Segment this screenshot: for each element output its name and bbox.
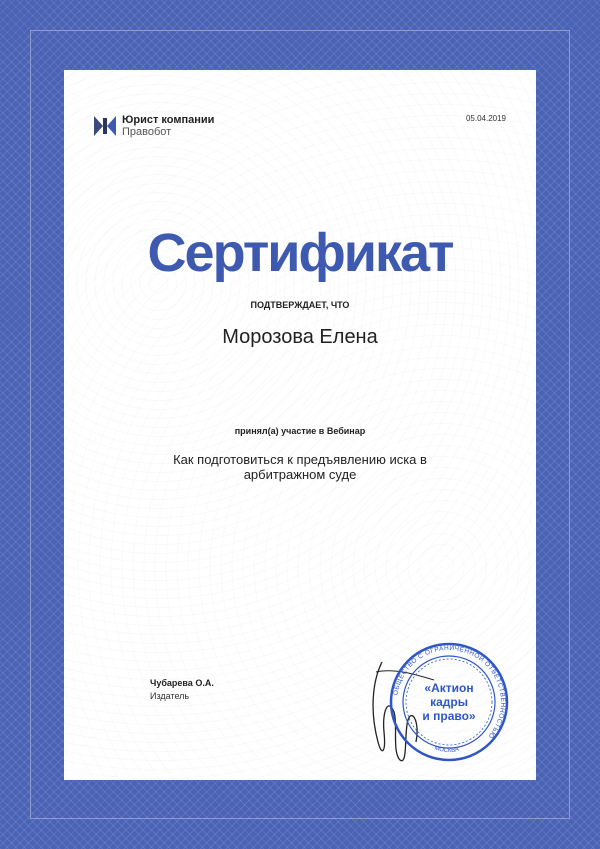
- logo-subtitle: Правобот: [122, 126, 172, 138]
- signatory-name: Чубарева О.А.: [150, 678, 214, 688]
- logo-text: [122, 114, 214, 138]
- recipient-name: Морозова Елена: [222, 326, 378, 348]
- stamp-city-text: МОСКВА: [433, 745, 460, 755]
- stamp-center-line2: кадры: [430, 695, 468, 709]
- certificate-paper: [64, 70, 536, 780]
- company-stamp: [364, 602, 514, 772]
- logo-title: Юрист компании: [122, 114, 215, 126]
- stamp-ring-text: ОБЩЕСТВО С ОГРАНИЧЕННОЙ ОТВЕТСТВЕННОСТЬЮ: [392, 644, 507, 740]
- stamp-center-line3: и право»: [422, 709, 476, 723]
- issue-date: 05.04.2019: [465, 114, 506, 123]
- company-logo: [94, 114, 214, 138]
- certificate-title: Сертификат: [147, 223, 453, 283]
- stamp-center-line1: «Актион: [424, 681, 474, 695]
- webinar-topic: Как подготовиться к предъявлению иска в арбитражном суде: [173, 452, 427, 482]
- confirms-text: ПОДТВЕРЖДАЕТ, ЧТО: [250, 300, 350, 310]
- participation-text: принял(а) участие в Вебинар: [234, 426, 366, 436]
- signatory-role: Издатель: [150, 691, 190, 701]
- pravobot-logo-icon: [94, 116, 116, 136]
